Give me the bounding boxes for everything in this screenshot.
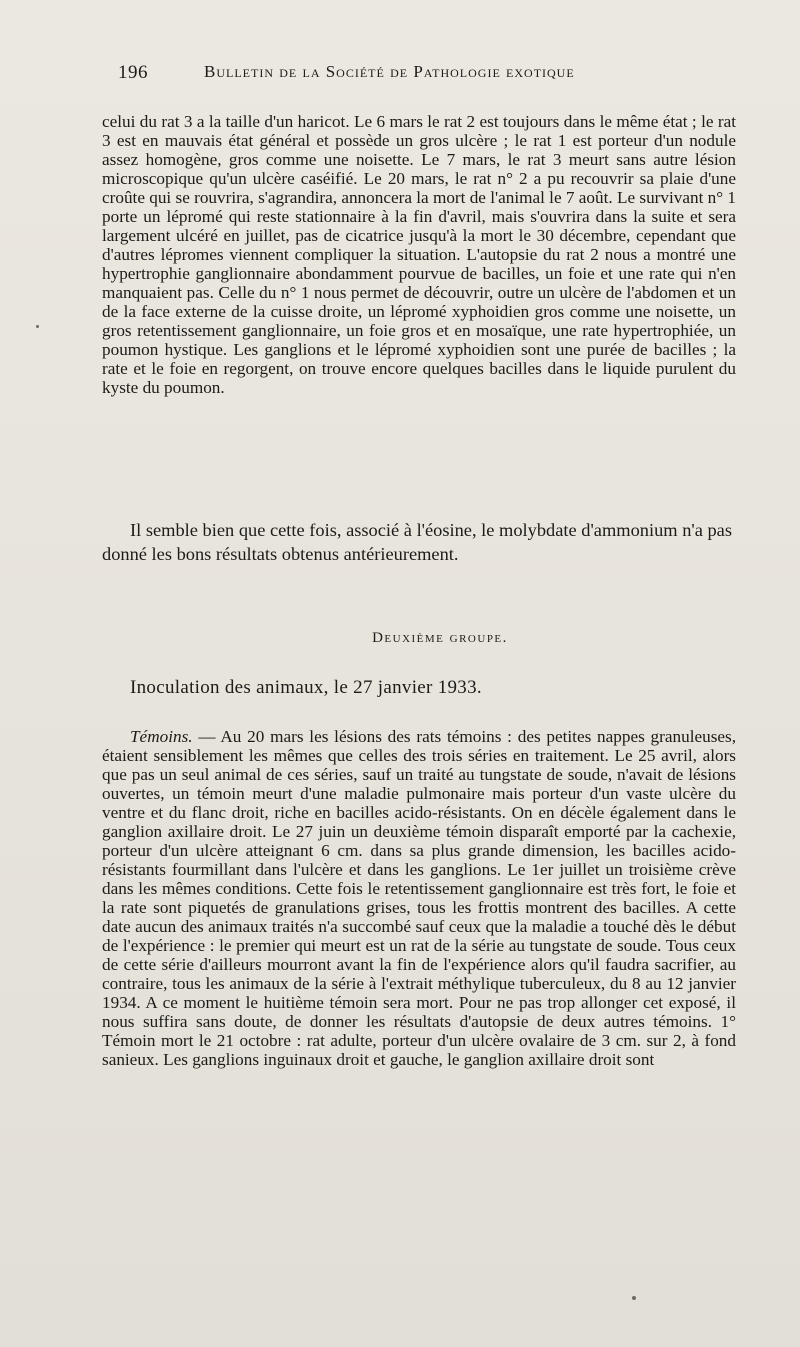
section-subtitle: Inoculation des animaux, le 27 janvier 1933. (130, 677, 482, 698)
paragraph-temoins-text: — Au 20 mars les lésions des rats témoins : des petites nappes granuleuses, étaient sensiblement les mêmes que celles des trois séries en traitement. Le 25 avril, alors que pas un seul animal de ces séries, sauf un traité au tungstate de soude, n'avait de lésions ouvertes, un témoin meurt d'une maladie pulmonaire mais porteur d'un vaste ulcère du ventre et du flanc droit, riche en bacilles acido-résistants. On en décèle également dans le ganglion axillaire droit. Le 27 juin un deuxième témoin disparaît emporté par la cachexie, porteur d'un ulcère atteignant 6 cm. dans sa plus grande dimension, les bacilles acido-résistants fourmillant dans l'ulcère et dans les ganglions. Le 1er juillet un troisième crève dans les mêmes conditions. Cette fois le retentissement ganglionnaire est très fort, le foie et la rate sont piquetés de granulations grises, tous les frottis montrent des bacilles. A cette date aucun des animaux traités n'a succombé sauf ceux que la maladie a touché dès le début de l'expérience : le premier qui meurt est un rat de la série au tungstate de soude. Tous ceux de cette série d'ailleurs mourront avant la fin de l'expérience alors qu'il faudra sacrifier, au contraire, tous les animaux de la série à l'extrait méthylique tuberculeux, du 8 au 12 janvier 1934. A ce moment le huitième témoin sera mort. Pour ne pas trop allonger cet exposé, il nous suffira sans doute, de donner les résultats d'autopsie de deux autres témoins. 1° Témoin mort le 21 octobre : rat adulte, porteur d'un ulcère ovalaire de 3 cm. sur 2, à fond sanieux. Les ganglions inguinaux droit et gauche, le ganglion axillaire droit sont (102, 727, 736, 1069)
paragraph-rat-observations: celui du rat 3 a la taille d'un haricot. Le 6 mars le rat 2 est toujours dans le même état ; le rat 3 est en mauvais état général et possède un gros ulcère ; le rat 1 est porteur d'un nodule assez homogène, gros comme une noisette. Le 7 mars, le rat 3 meurt sans autre lésion microscopique qu'un ulcère caséifié. Le 20 mars, le rat n° 2 a pu recouvrir sa plaie d'une croûte qui se rouvrira, s'agrandira, annoncera la mort de l'animal le 7 août. Le survivant n° 1 porte un lépromé qui reste stationnaire à la fin d'avril, mais s'ouvrira dans la suite et sera largement ulcéré en juillet, pas de cicatrice jusqu'à la mort le 30 décembre, cependant que d'autres lépromes viennent compliquer la situation. L'autopsie du rat 2 nous a montré une hypertrophie ganglionnaire abondamment pourvue de bacilles, un foie et une rate qui n'en manquaient pas. Celle du n° 1 nous permet de découvrir, outre un ulcère de l'abdomen et un de la face externe de la cuisse droite, un lépromé xyphoidien gros comme une noisette, un gros retentissement ganglionnaire, un foie gros et en mosaïque, une rate hypertrophiée, un poumon hystique. Les ganglions et le lépromé xyphoidien sont une purée de bacilles ; la rate et le foie en regorgent, on trouve encore quelques bacilles dans le liquide purulent du kyste du poumon. (102, 112, 736, 397)
paper-speck (632, 1296, 636, 1300)
paragraph-temoins (102, 727, 736, 1069)
page-header (104, 62, 736, 92)
running-head: Bulletin de la Société de Pathologie exotique (204, 62, 575, 81)
page-number: 196 (118, 62, 148, 83)
paragraph-lead-temoins: Témoins. (130, 727, 193, 746)
paragraph-conclusion: Il semble bien que cette fois, associé à l'éosine, le molybdate d'ammonium n'a pas donné les bons résultats obtenus antérieurement. (102, 520, 732, 564)
paper-speck (36, 325, 39, 328)
section-title: Deuxième groupe. (372, 630, 508, 646)
